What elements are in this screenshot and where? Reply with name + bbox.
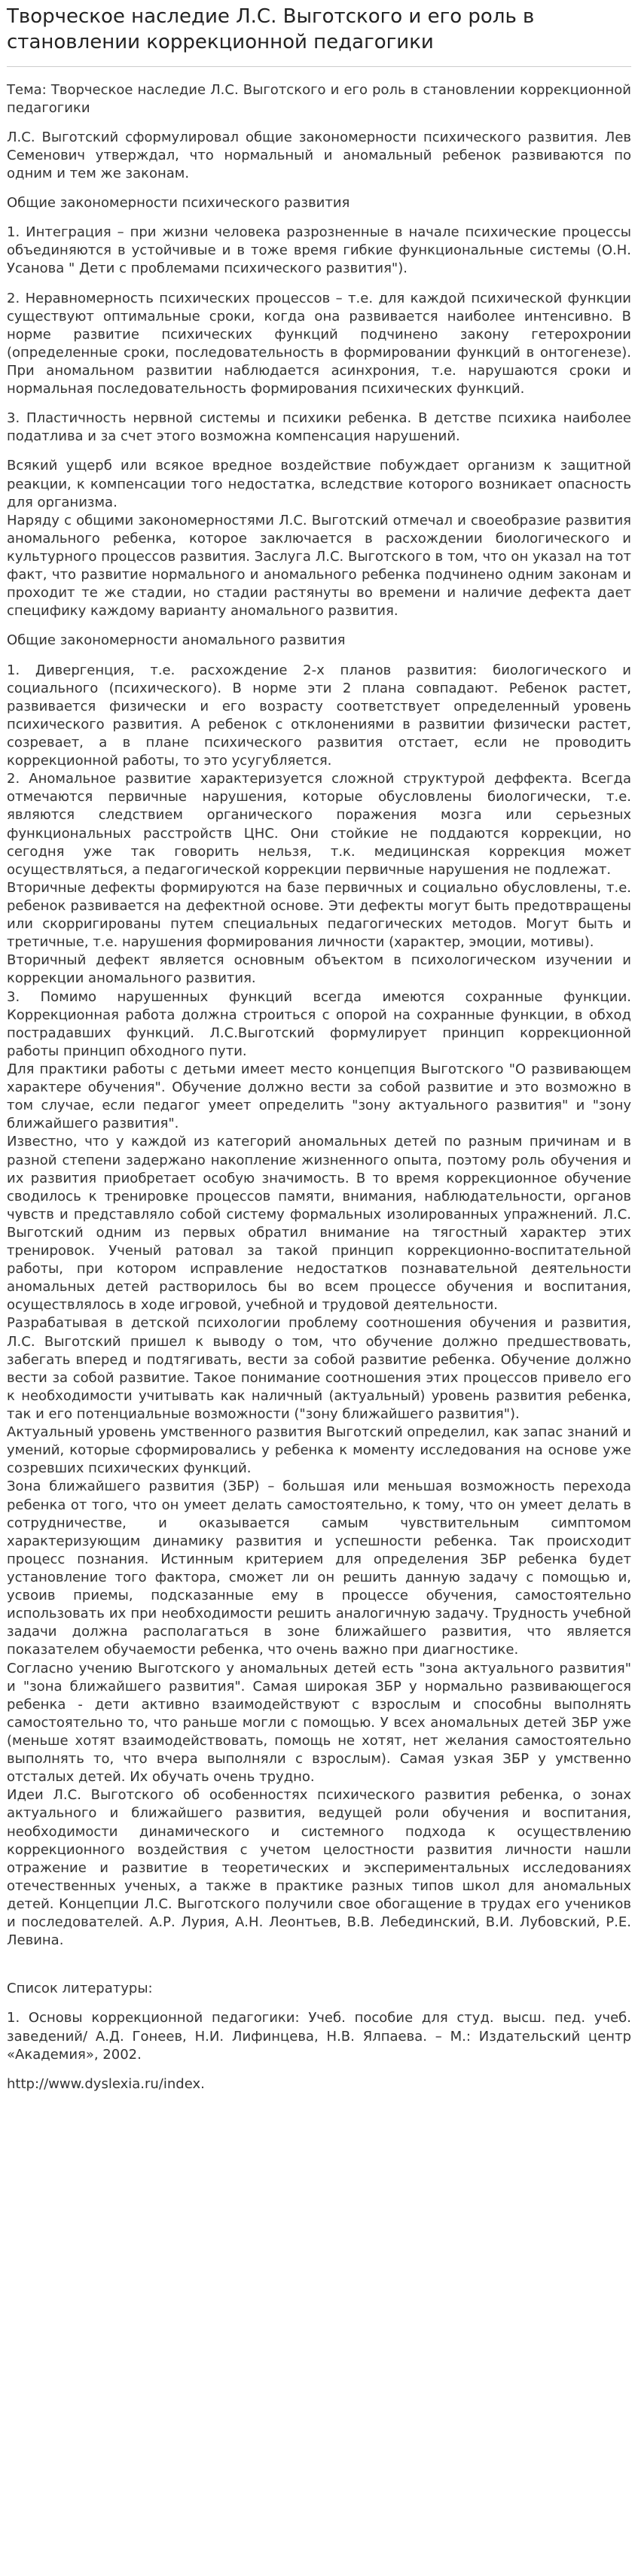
paragraph-experience: Известно, что у каждой из категорий аномальных детей по разным причинам и в разной степени задержано накопление жизненного опыта, поэтому роль обучения и их развития приобретает особую значимость. В то время коррекционное обучение сводилось к тренировке процессов памяти, внимания, наблюдательности, органов чувств и представляло собой систему формальных изолированных упражнений. Л.С. Выготский одним из первых обратил внимание на тягостный характер этих тренировок. Ученый ратовал за такой принцип коррекционно-воспитательной работы, при котором исправление недостатков познавательной деятельности аномальных детей растворилось бы во всем процессе обучения и воспитания, осуществлялось в ходе игровой, учебной и трудовой деятельности.: [7, 1134, 631, 1314]
list-item-divergence: 1. Дивергенция, т.е. расхождение 2-х планов развития: биологического и социального (психического). В норме эти 2 плана совпадают. Ребенок растет, развивается физически и его возрасту соответствует определенный уровень психического развития. А ребенок с отклонениями в развитии физически растет, созревает, а в плане психического развития отстает, если не проводить коррекционной работы, то это усугубляется.: [7, 662, 631, 769]
dyslexia-link[interactable]: http://www.dyslexia.ru/index.: [7, 2075, 205, 2092]
list-item-preserved-functions: 3. Помимо нарушенных функций всегда имеются сохранные функции. Коррекционная работа должна строиться с опорой на сохранные функции, в обход пострадавших функций. Л.С.Выготский формулирует принцип коррекционной работы принцип обходного пути.: [7, 988, 631, 1059]
article-body: [7, 67, 631, 2109]
paragraph-legacy: Идеи Л.С. Выготского об особенностях психического развития ребенка, о зонах актуального и ближайшего развития, ведущей роли обучения и воспитания, необходимости динамического и системного подхода к осуществлению коррекционного воздействия с учетом целостности развития личности нашли отражение и развитие в теоретических и экспериментальных исследованиях отечественных ученых, а также в практике разных типов школ для аномальных детей. Концепции Л.С. Выготского получили свое обогащение в трудах его учеников и последователей. А.Р. Лурия, А.Н. Леонтьев, В.В. Лебединский, В.И. Лубовский, Р.Е. Левина.: [7, 1787, 631, 1949]
list-item-defect-structure: 2. Аномальное развитие характеризуется сложной структурой деффекта. Всегда отмечаются первичные нарушения, которые обусловлены биологически, т.е. являются следствием органического поражения мозга или серьезных функциональных расстройств ЦНС. Они стойкие не поддаются коррекции, но сегодня уже так говорить нельзя, т.к. медицинская коррекция может осуществляться, а педагогической коррекции первичные нарушения не подлежат.: [7, 771, 631, 878]
paragraph-learning-development: Разрабатывая в детской психологии проблему соотношения обучения и развития, Л.С. Выготский пришел к выводу о том, что обучение должно предшествовать, забегать вперед и подтягивать, вести за собой развитие ребенка. Обучение должно вести за собой развитие. Такое понимание соотношения этих процессов привело его к необходимости учитывать как наличный (актуальный) уровень развития ребенка, так и его потенциальные возможности ("зону ближайшего развития").: [7, 1315, 631, 1423]
list-item-unevenness: 2. Неравномерность психических процессов – т.е. для каждой психической функции существуют оптимальные сроки, когда она развивается наиболее интенсивно. В норме развитие психических функций подчинено закону гетерохронии (определенные сроки, последовательность в формировании функций в онтогенезе). При аномальном развитии наблюдается асинхрония, т.е. нарушаются сроки и нормальная последовательность формирования психических функций.: [7, 290, 631, 397]
list-item-integration: 1. Интеграция – при жизни человека разрозненные в начале психические процессы объединяются в устойчивые и в тоже время гибкие функциональные системы (О.Н. Усанова " Дети с проблемами психического развития").: [7, 224, 631, 277]
topic-line: Тема: Творческое наследие Л.С. Выготского и его роль в становлении коррекционной педагогики: [7, 81, 631, 116]
section-heading-anomalous-laws: Общие закономерности аномального развития: [7, 632, 346, 649]
paragraph-actual-level: Актуальный уровень умственного развития Выготский определил, как запас знаний и умений, которые сформировались у ребенка к моменту исследования на основе уже созревших психических функций.: [7, 1424, 631, 1477]
paragraph-secondary-defect-object: Вторичный дефект является основным объектом в психологическом изучении и коррекции аномального развития.: [7, 952, 631, 987]
page-title: Творческое наследие Л.С. Выготского и его роль в становлении коррекционной педагогики: [7, 5, 631, 67]
reference-link[interactable]: [7, 2075, 631, 2093]
section-heading-general-laws: Общие закономерности психического развития: [7, 195, 350, 212]
paragraph-zpd: Зона ближайшего развития (ЗБР) – большая или меньшая возможность перехода ребенка от того, что он умеет делать самостоятельно, к тому, что он умеет делать в сотрудничестве, и оказывается самым чувствительным симптомом характеризующим динамику развития и успешности ребенка. Так происходит процесс познания. Истинным критерием для определения ЗБР ребенка будет установление того фактора, сможет ли он решить данную задачу с помощью и, усвоив приемы, подсказанные ему в процессе обучения, самостоятельно использовать их при необходимости решить аналогичную задачу. Трудность учебной задачи должна располагаться в зоне ближайшего развития, что является показателем обучаемости ребенка, что очень важно при диагностике.: [7, 1478, 631, 1658]
reference-item: 1. Основы коррекционной педагогики: Учеб. пособие для студ. высш. пед. учеб. заведений/ А.Д. Гонеев, Н.И. Лифинцева, Н.В. Ялпаева. – М.: Издательский центр «Академия», 2002.: [7, 2010, 631, 2063]
bottom-spacer: [7, 2093, 631, 2109]
list-item-plasticity: 3. Пластичность нервной системы и психики ребенка. В детстве психика наиболее податлива и за счет этого возможна компенсация нарушений.: [7, 410, 631, 445]
references-title: Список литературы:: [7, 1981, 153, 1997]
paragraph-zones: Согласно учению Выготского у аномальных детей есть "зона актуального развития" и "зона ближайшего развития". Самая широкая ЗБР у нормально развивающегося ребенка - дети активно взаимодействуют с взрослым и способны выполнять самостоятельно то, что раньше могли с помощью. У всех аномальных детей ЗБР уже (меньше хотят взаимодействовать, помощь не хотят, нет желания самостоятельно выполнять то, что вчера выполняли с взрослым). Самая узкая ЗБР у умственно отсталых детей. Их обучать очень трудно.: [7, 1660, 631, 1786]
paragraph-developmental-learning: Для практики работы с детьми имеет место концепция Выготского "О развивающем характере обучения". Обучение должно вести за собой развитие и это возможно в том случае, если педагог умеет определить "зону актуального развития" и "зону ближайшего развития".: [7, 1061, 631, 1132]
paragraph-intro: Л.С. Выготский сформулировал общие закономерности психического развития. Лев Семенович утверждал, что нормальный и аномальный ребенок развиваются по одним и тем же законам.: [7, 129, 631, 182]
paragraph-compensation: Всякий ущерб или всякое вредное воздействие побуждает организм к защитной реакции, к компенсации того недостатка, вследствие которого возникает опасность для организма.: [7, 458, 631, 510]
paragraph-specifics: Наряду с общими закономерностями Л.С. Выготский отмечал и своеобразие развития аномального ребенка, которое заключается в расхождении биологического и культурного процессов развития. Заслуга Л.С. Выготского в том, что он указал на тот факт, что развитие нормального и аномального ребенка подчинено одним законам и проходит те же стадии, но стадии растянуты во времени и наличие дефекта дает специфику каждому варианту аномального развития.: [7, 512, 631, 620]
paragraph-secondary-defects: Вторичные дефекты формируются на базе первичных и социально обусловлены, т.е. ребенок развивается на дефектной основе. Эти дефекты могут быть предотвращены или скорригированы путем специальных педагогических методов. Могут быть и третичные, т.е. нарушения формирования личности (характер, эмоции, мотивы).: [7, 879, 631, 951]
